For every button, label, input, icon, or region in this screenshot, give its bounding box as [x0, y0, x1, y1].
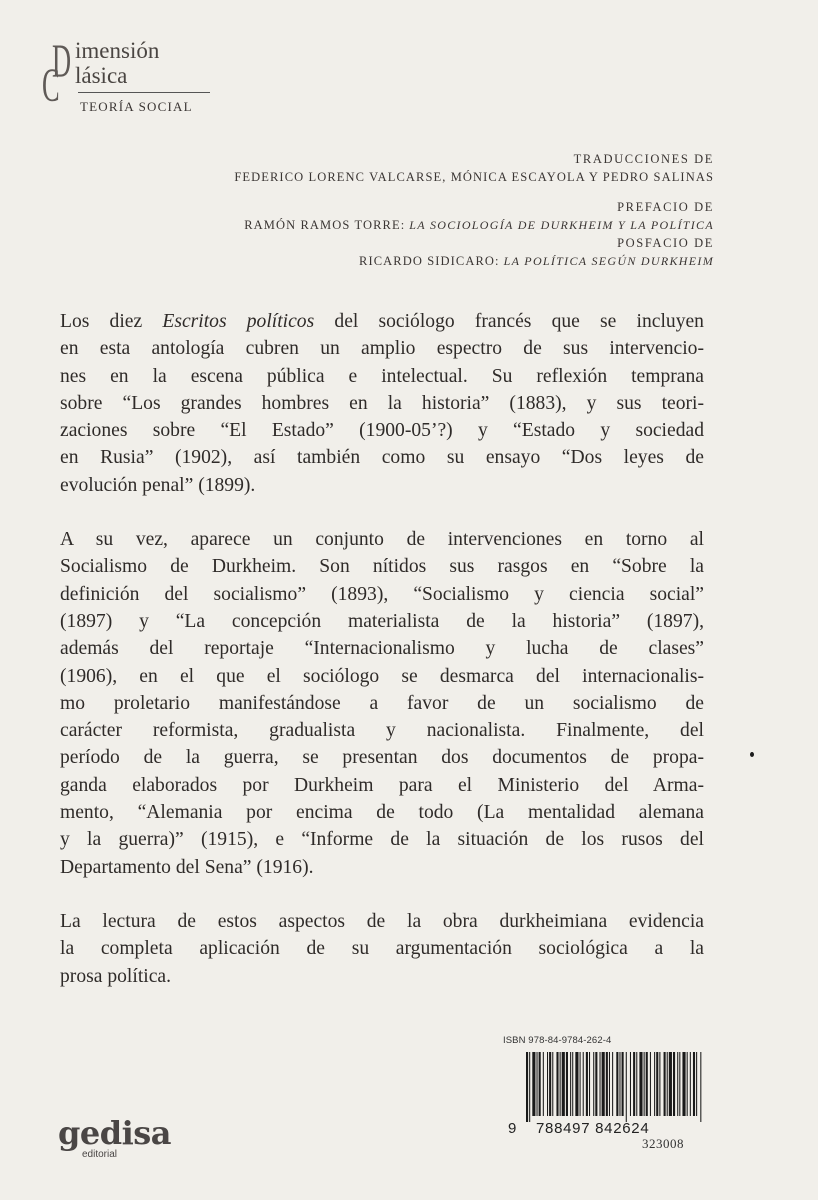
barcode-bar [690, 1052, 691, 1116]
barcode-bar [630, 1052, 631, 1116]
barcode-bar [644, 1052, 645, 1116]
barcode-bar [600, 1052, 601, 1116]
barcode-bar [580, 1052, 581, 1116]
text-line: prosa política. [60, 965, 171, 987]
barcode-bar [539, 1052, 541, 1116]
text-line: (1897) y “La concepción materialista de la historia” (1897), [60, 610, 704, 632]
series-divider [78, 92, 210, 93]
translators: FEDERICO LORENC VALCARSE, MÓNICA ESCAYOLA Y PEDRO SALINAS [234, 170, 714, 184]
barcode-bar [552, 1052, 553, 1116]
barcode-bar [682, 1052, 685, 1116]
barcode-bar [659, 1052, 660, 1116]
text-line: La lectura de estos aspectos de la obra durkheimiana evidencia [60, 910, 704, 932]
text-line: evolución penal” (1899). [60, 474, 256, 496]
preface-title: LA SOCIOLOGÍA DE DURKHEIM Y LA POLÍTICA [409, 218, 714, 232]
text-line: además del reportaje “Internacionalismo y lucha de clases” [60, 638, 704, 660]
translations-label: TRADUCCIONES DE [573, 152, 714, 166]
barcode-bar [626, 1052, 627, 1122]
series-initial-d: D [52, 35, 72, 88]
text-line: la completa aplicación de su argumentación sociológica a la [60, 938, 704, 960]
barcode-bar [570, 1052, 571, 1116]
text-line: Los diez Escritos políticos del sociólogo francés que se incluyen [60, 311, 704, 332]
barcode-bar [589, 1052, 590, 1116]
barcode-bar [602, 1052, 605, 1116]
barcode-bar [595, 1052, 597, 1116]
barcode-bar [612, 1052, 613, 1116]
series-logo [30, 20, 280, 120]
barcode-bar [532, 1052, 535, 1116]
postface-label: POSFACIO DE [617, 236, 714, 250]
blurb-paragraph-3 [60, 908, 704, 990]
barcode-bar [667, 1052, 668, 1116]
barcode-bar [562, 1052, 565, 1116]
barcode-bar [560, 1052, 561, 1116]
publisher-logo [58, 1114, 172, 1160]
internal-code: 323008 [642, 1136, 684, 1151]
barcode-bar [619, 1052, 620, 1116]
preface-label: PREFACIO DE [617, 200, 714, 214]
barcode-bar [593, 1052, 594, 1116]
text-line: (1906), en el que el sociólogo se desmarca del internacionalis- [60, 665, 704, 687]
barcode-bar [677, 1052, 678, 1116]
text-line: carácter reformista, gradualista y nacionalista. Finalmente, del [60, 720, 704, 742]
barcode-first-digit: 9 [508, 1120, 517, 1137]
barcode-bar [583, 1052, 584, 1116]
barcode-bar [575, 1052, 578, 1116]
barcode-bar [556, 1052, 558, 1116]
text-line: Socialismo de Durkheim. Son nítidos sus rasgos en “Sobre la [60, 556, 704, 578]
barcode-bar [693, 1052, 695, 1116]
barcode-bar [526, 1052, 528, 1122]
text-line: ganda elaborados por Durkheim para el Ministerio del Arma- [60, 774, 704, 796]
text-line: Departamento del Sena” (1916). [60, 856, 314, 878]
publisher-name: gedisa [58, 1114, 172, 1152]
text-line: en Rusia” (1902), así también como su ensayo “Dos leyes de [60, 447, 704, 469]
speck-mark [750, 752, 754, 757]
blurb-text [60, 308, 704, 990]
text-line: zaciones sobre “El Estado” (1900-05’?) y “Estado y sociedad [60, 420, 704, 442]
text-line: mo proletario manifestándose a favor de un socialismo de [60, 692, 704, 714]
barcode-bar [609, 1052, 610, 1116]
text-line: nes en la escena pública e intelectual. Su reflexión temprana [60, 365, 704, 387]
series-word-clasica: lásica [75, 63, 128, 88]
barcode-bar [696, 1052, 697, 1116]
blurb-paragraph-1 [60, 308, 704, 499]
barcode-bar [664, 1052, 666, 1116]
isbn-label: ISBN 978-84-9784-262-4 [503, 1035, 612, 1046]
text-line: en esta antología cubren un amplio espectro de sus intervencio- [60, 338, 704, 360]
barcode-bar [636, 1052, 637, 1116]
credits-block [74, 150, 714, 270]
barcode-bar [633, 1052, 635, 1116]
barcode-bar [622, 1052, 624, 1116]
barcode-bar [572, 1052, 573, 1116]
barcode-digits: 788497 842624 [536, 1120, 650, 1137]
barcode-bar [679, 1052, 680, 1116]
preface-author: RAMÓN RAMOS TORRE: [244, 218, 406, 232]
text-line: período de la guerra, se presentan dos documentos de propa- [60, 747, 704, 769]
barcode [508, 1052, 710, 1137]
text-line: definición del socialismo” (1893), “Socialismo y ciencia social” [60, 583, 704, 605]
barcode-bar [673, 1052, 675, 1116]
publisher-subtitle: editorial [82, 1149, 118, 1160]
barcode-bar [616, 1052, 618, 1116]
postface-credit [74, 252, 714, 270]
barcode-bar [654, 1052, 655, 1116]
postface-title: LA POLÍTICA SEGÚN DURKHEIM [503, 254, 714, 268]
barcode-bar [687, 1052, 688, 1116]
barcode-bars [526, 1052, 702, 1122]
preface-credit [74, 216, 714, 234]
text-line: A su vez, aparece un conjunto de intervenciones en torno al [60, 529, 704, 551]
barcode-bar [543, 1052, 544, 1116]
postface-author: RICARDO SIDICARO: [359, 254, 500, 268]
barcode-bar [639, 1052, 642, 1116]
barcode-bar [549, 1052, 551, 1116]
barcode-bar [606, 1052, 608, 1116]
series-word-dimension: imensión [75, 38, 160, 63]
text-line: y la guerra)” (1915), e “Informe de la situación de los rusos del [60, 829, 704, 851]
blurb-paragraph-2 [60, 526, 704, 881]
barcode-bar [669, 1052, 672, 1116]
barcode-bar [646, 1052, 648, 1116]
series-subtitle: TEORÍA SOCIAL [80, 99, 193, 114]
book-title-italic: Escritos políticos [162, 311, 315, 332]
barcode-bar [547, 1052, 548, 1116]
barcode-bar [700, 1052, 701, 1122]
barcode-bar [586, 1052, 588, 1116]
text-line: mento, “Alemania por encima de todo (La mentalidad alemana [60, 802, 704, 824]
series-initial-c: C [42, 59, 60, 112]
barcode-bar [529, 1052, 530, 1122]
barcode-bar [566, 1052, 568, 1116]
barcode-bar [656, 1052, 658, 1116]
barcode-bar [650, 1052, 651, 1116]
barcode-bar [537, 1052, 538, 1116]
text-line: sobre “Los grandes hombres en la historia” (1883), y sus teori- [60, 392, 704, 414]
